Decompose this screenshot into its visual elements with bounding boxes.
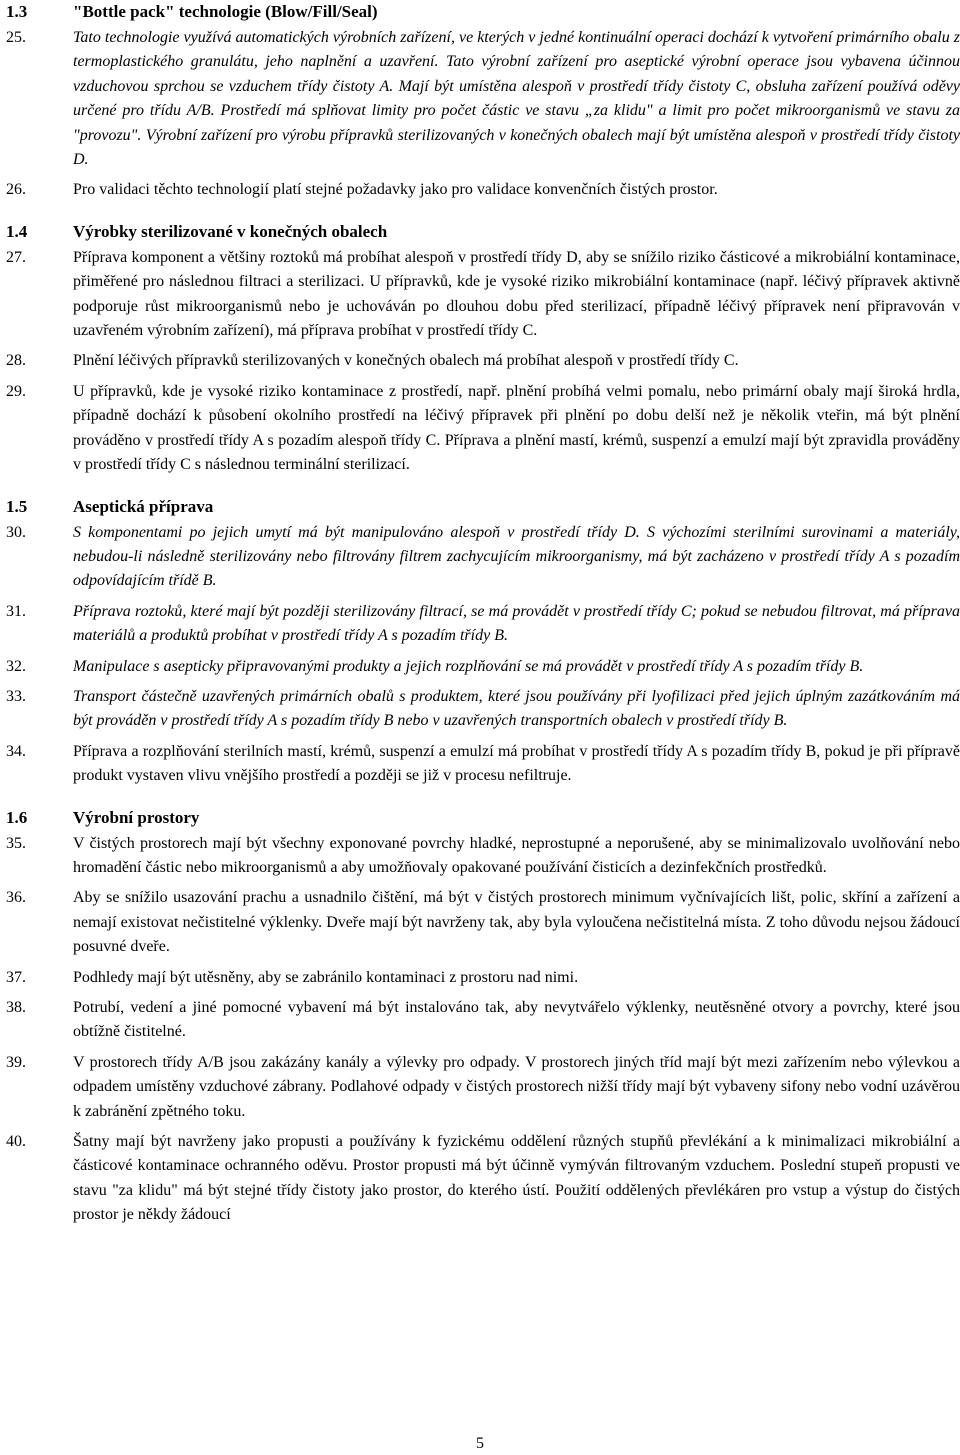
paragraph-text: Plnění léčivých přípravků sterilizovaných v konečných obalech má probíhat alespoň v prostředí třídy C. — [73, 352, 739, 370]
paragraph-29 — [6, 380, 960, 478]
paragraph-text: Manipulace s asepticky připravovanými produkty a jejich rozplňování se má provádět v prostředí třídy A s pozadím třídy B. — [73, 657, 864, 675]
paragraph-text: Tato technologie využívá automatických výrobních zařízení, ve kterých v jedné kontinuální operaci dochází k vytvoření primárního obalu z termoplastického granulátu, jeho naplnění a uzavření. Tato výrobní zařízení pro aseptické výrobní operace jsou vybavena účinnou vzduchovou sprchou se vzduchem třídy čistoty A. Mají být umístěna alespoň v prostředí třídy čistoty C, obsluha zařízení používá oděvy určené pro třídu A/B. Prostředí má splňovat limity pro počet částic ve stavu „za klidu" a limit pro počet mikroorganismů ve stavu za "provozu". Výrobní zařízení pro výrobu přípravků sterilizovaných v konečných obalech mají být umístěna alespoň v prostředí třídy čistoty D. — [73, 29, 960, 169]
section-1-3 — [6, 0, 960, 203]
paragraph-text: Šatny mají být navrženy jako propusti a používány k fyzickému oddělení různých stupňů převlékání a k minimalizaci mikrobiální a částicové kontaminace ochranného oděvu. Prostor propusti má být účinně vymýván filtrovaným vzduchem. Poslední stupeň propusti ve stavu "za klidu" má být stejné třídy čistoty jako prostor, do kterého ústí. Použití oddělených převlékáren pro vstup a výstup do čistých prostor je někdy žádoucí — [73, 1133, 960, 1224]
paragraph-number: 27. — [6, 248, 26, 266]
document-page — [6, 0, 960, 1228]
paragraph-text: Příprava a rozplňování sterilních mastí, krémů, suspenzí a emulzí má probíhat v prostředí třídy A s pozadím třídy B, pokud je při přípravě produkt vystaven vlivu vnějšího prostředí a později se již v procesu nefiltruje. — [73, 742, 960, 785]
section-title: "Bottle pack" technologie (Blow/Fill/Seal) — [73, 2, 378, 21]
paragraph-number: 30. — [6, 523, 26, 541]
paragraph-33 — [6, 685, 960, 734]
paragraph-number: 38. — [6, 999, 26, 1016]
section-title: Aseptická příprava — [73, 496, 214, 516]
paragraph-text: Příprava komponent a většiny roztoků má probíhat alespoň v prostředí třídy D, aby se snížilo riziko částicové a mikrobiální kontaminace, přiměřené pro následnou filtraci a sterilizaci. U přípravků, kde je vysoké riziko mikrobiální kontaminace (např. léčivý přípravek aktivně podporuje růst mikroorganismů nebo je uchováván po dlouhou dobu před sterilizací, případně léčivý přípravek není připravován v uzavřeném výrobním zařízení), má příprava probíhat v prostředí třídy C. — [73, 248, 960, 340]
paragraph-text: Potrubí, vedení a jiné pomocné vybavení má být instalováno tak, aby nevytvářelo výklenky, neutěsněné otvory a povrchy, které jsou obtížně čistitelné. — [73, 999, 960, 1041]
section-number: 1.3 — [6, 2, 28, 21]
paragraph-28 — [6, 349, 960, 373]
paragraph-text: Aby se snížilo usazování prachu a usnadnilo čištění, má být v čistých prostorech minimum vyčnívajících lišt, polic, skříní a zařízení a nemají existovat nečistitelné výklenky. Dveře mají být navrženy tak, aby byla vyloučena nečistitelná místa. Z toho důvodu nejsou žádoucí posuvné dveře. — [73, 889, 960, 956]
paragraph-26 — [6, 178, 960, 202]
paragraph-text: V čistých prostorech mají být všechny exponované povrchy hladké, neprostupné a neporušené, aby se minimalizovalo uvolňování nebo hromadění částic nebo mikroorganismů a aby umožňovaly opakované používání čisticích a dezinfekčních prostředků. — [73, 834, 960, 876]
paragraph-number: 32. — [6, 657, 26, 675]
paragraph-text: Pro validaci těchto technologií platí stejné požadavky jako pro validace konvenčních čistých prostor. — [73, 181, 718, 199]
paragraph-number: 39. — [6, 1053, 26, 1071]
section-1-4 — [6, 220, 960, 478]
section-heading — [6, 806, 960, 830]
paragraph-number: 33. — [6, 687, 26, 705]
section-heading — [6, 0, 960, 24]
paragraph-text: Příprava roztoků, které mají být později sterilizovány filtrací, se má provádět v prostředí třídy C; pokud se nebudou filtrovat, má příprava materiálů a produktů probíhat v prostředí třídy A s pozadím třídy B. — [73, 602, 960, 645]
paragraph-38 — [6, 996, 960, 1045]
paragraph-30 — [6, 521, 960, 594]
section-title: Výrobky sterilizované v konečných obalech — [73, 221, 388, 241]
paragraph-number: 25. — [6, 29, 26, 46]
paragraph-number: 31. — [6, 602, 26, 620]
paragraph-number: 37. — [6, 968, 26, 986]
paragraph-number: 29. — [6, 382, 26, 400]
section-heading — [6, 220, 960, 244]
paragraph-25 — [6, 26, 960, 172]
section-1-5 — [6, 495, 960, 789]
section-number: 1.5 — [6, 496, 28, 516]
paragraph-number: 35. — [6, 834, 26, 852]
paragraph-number: 26. — [6, 181, 26, 199]
page-number: 5 — [476, 1435, 484, 1452]
section-heading — [6, 495, 960, 519]
section-number: 1.6 — [6, 807, 28, 827]
paragraph-39 — [6, 1051, 960, 1124]
paragraph-number: 34. — [6, 742, 26, 760]
section-title: Výrobní prostory — [73, 807, 200, 827]
paragraph-text: U přípravků, kde je vysoké riziko kontaminace z prostředí, např. plnění probíhá velmi pomalu, nebo primární obaly mají široká hrdla, případně dochází k působení okolního prostředí na léčivý přípravek při plnění po dobu delší než je několik vteřin, má být plnění prováděno v prostředí třídy A s pozadím alespoň třídy C. Příprava a plnění mastí, krémů, suspenzí a emulzí mají být zpravidla prováděny v prostředí třídy C s následnou terminální sterilizací. — [73, 382, 960, 474]
paragraph-number: 28. — [6, 352, 26, 370]
paragraph-37 — [6, 966, 960, 990]
section-1-6 — [6, 806, 960, 1228]
paragraph-27 — [6, 246, 960, 344]
paragraph-34 — [6, 740, 960, 789]
paragraph-40 — [6, 1130, 960, 1228]
paragraph-31 — [6, 600, 960, 649]
section-number: 1.4 — [6, 221, 28, 241]
paragraph-text: Transport částečně uzavřených primárních obalů s produktem, které jsou používány při lyofilizaci před jejich úplným zazátkováním má být prováděn v prostředí třídy A s pozadím třídy B nebo v uzavřených transportních obalech v prostředí třídy B. — [73, 687, 960, 730]
paragraph-number: 36. — [6, 889, 26, 907]
paragraph-35 — [6, 832, 960, 881]
paragraph-number: 40. — [6, 1133, 26, 1151]
paragraph-36 — [6, 886, 960, 959]
paragraph-32 — [6, 655, 960, 679]
paragraph-text: V prostorech třídy A/B jsou zakázány kanály a výlevky pro odpady. V prostorech jiných tříd mají být mezi zařízením nebo výlevkou a odpadem umístěny vzduchové zábrany. Podlahové odpady v čistých prostorech nižší třídy mají být vybaveny sifony nebo vodní uzávěrou k zabránění zpětného toku. — [73, 1053, 960, 1120]
paragraph-text: S komponentami po jejich umytí má být manipulováno alespoň v prostředí třídy D. S výchozími sterilními surovinami a materiály, nebudou-li následně sterilizovány nebo filtrovány filtrem zachycujícím mikroorganismy, má být zacházeno v prostředí třídy A s pozadím odpovídajícím třídě B. — [73, 523, 960, 590]
paragraph-text: Podhledy mají být utěsněny, aby se zabránilo kontaminaci z prostoru nad nimi. — [73, 968, 579, 986]
